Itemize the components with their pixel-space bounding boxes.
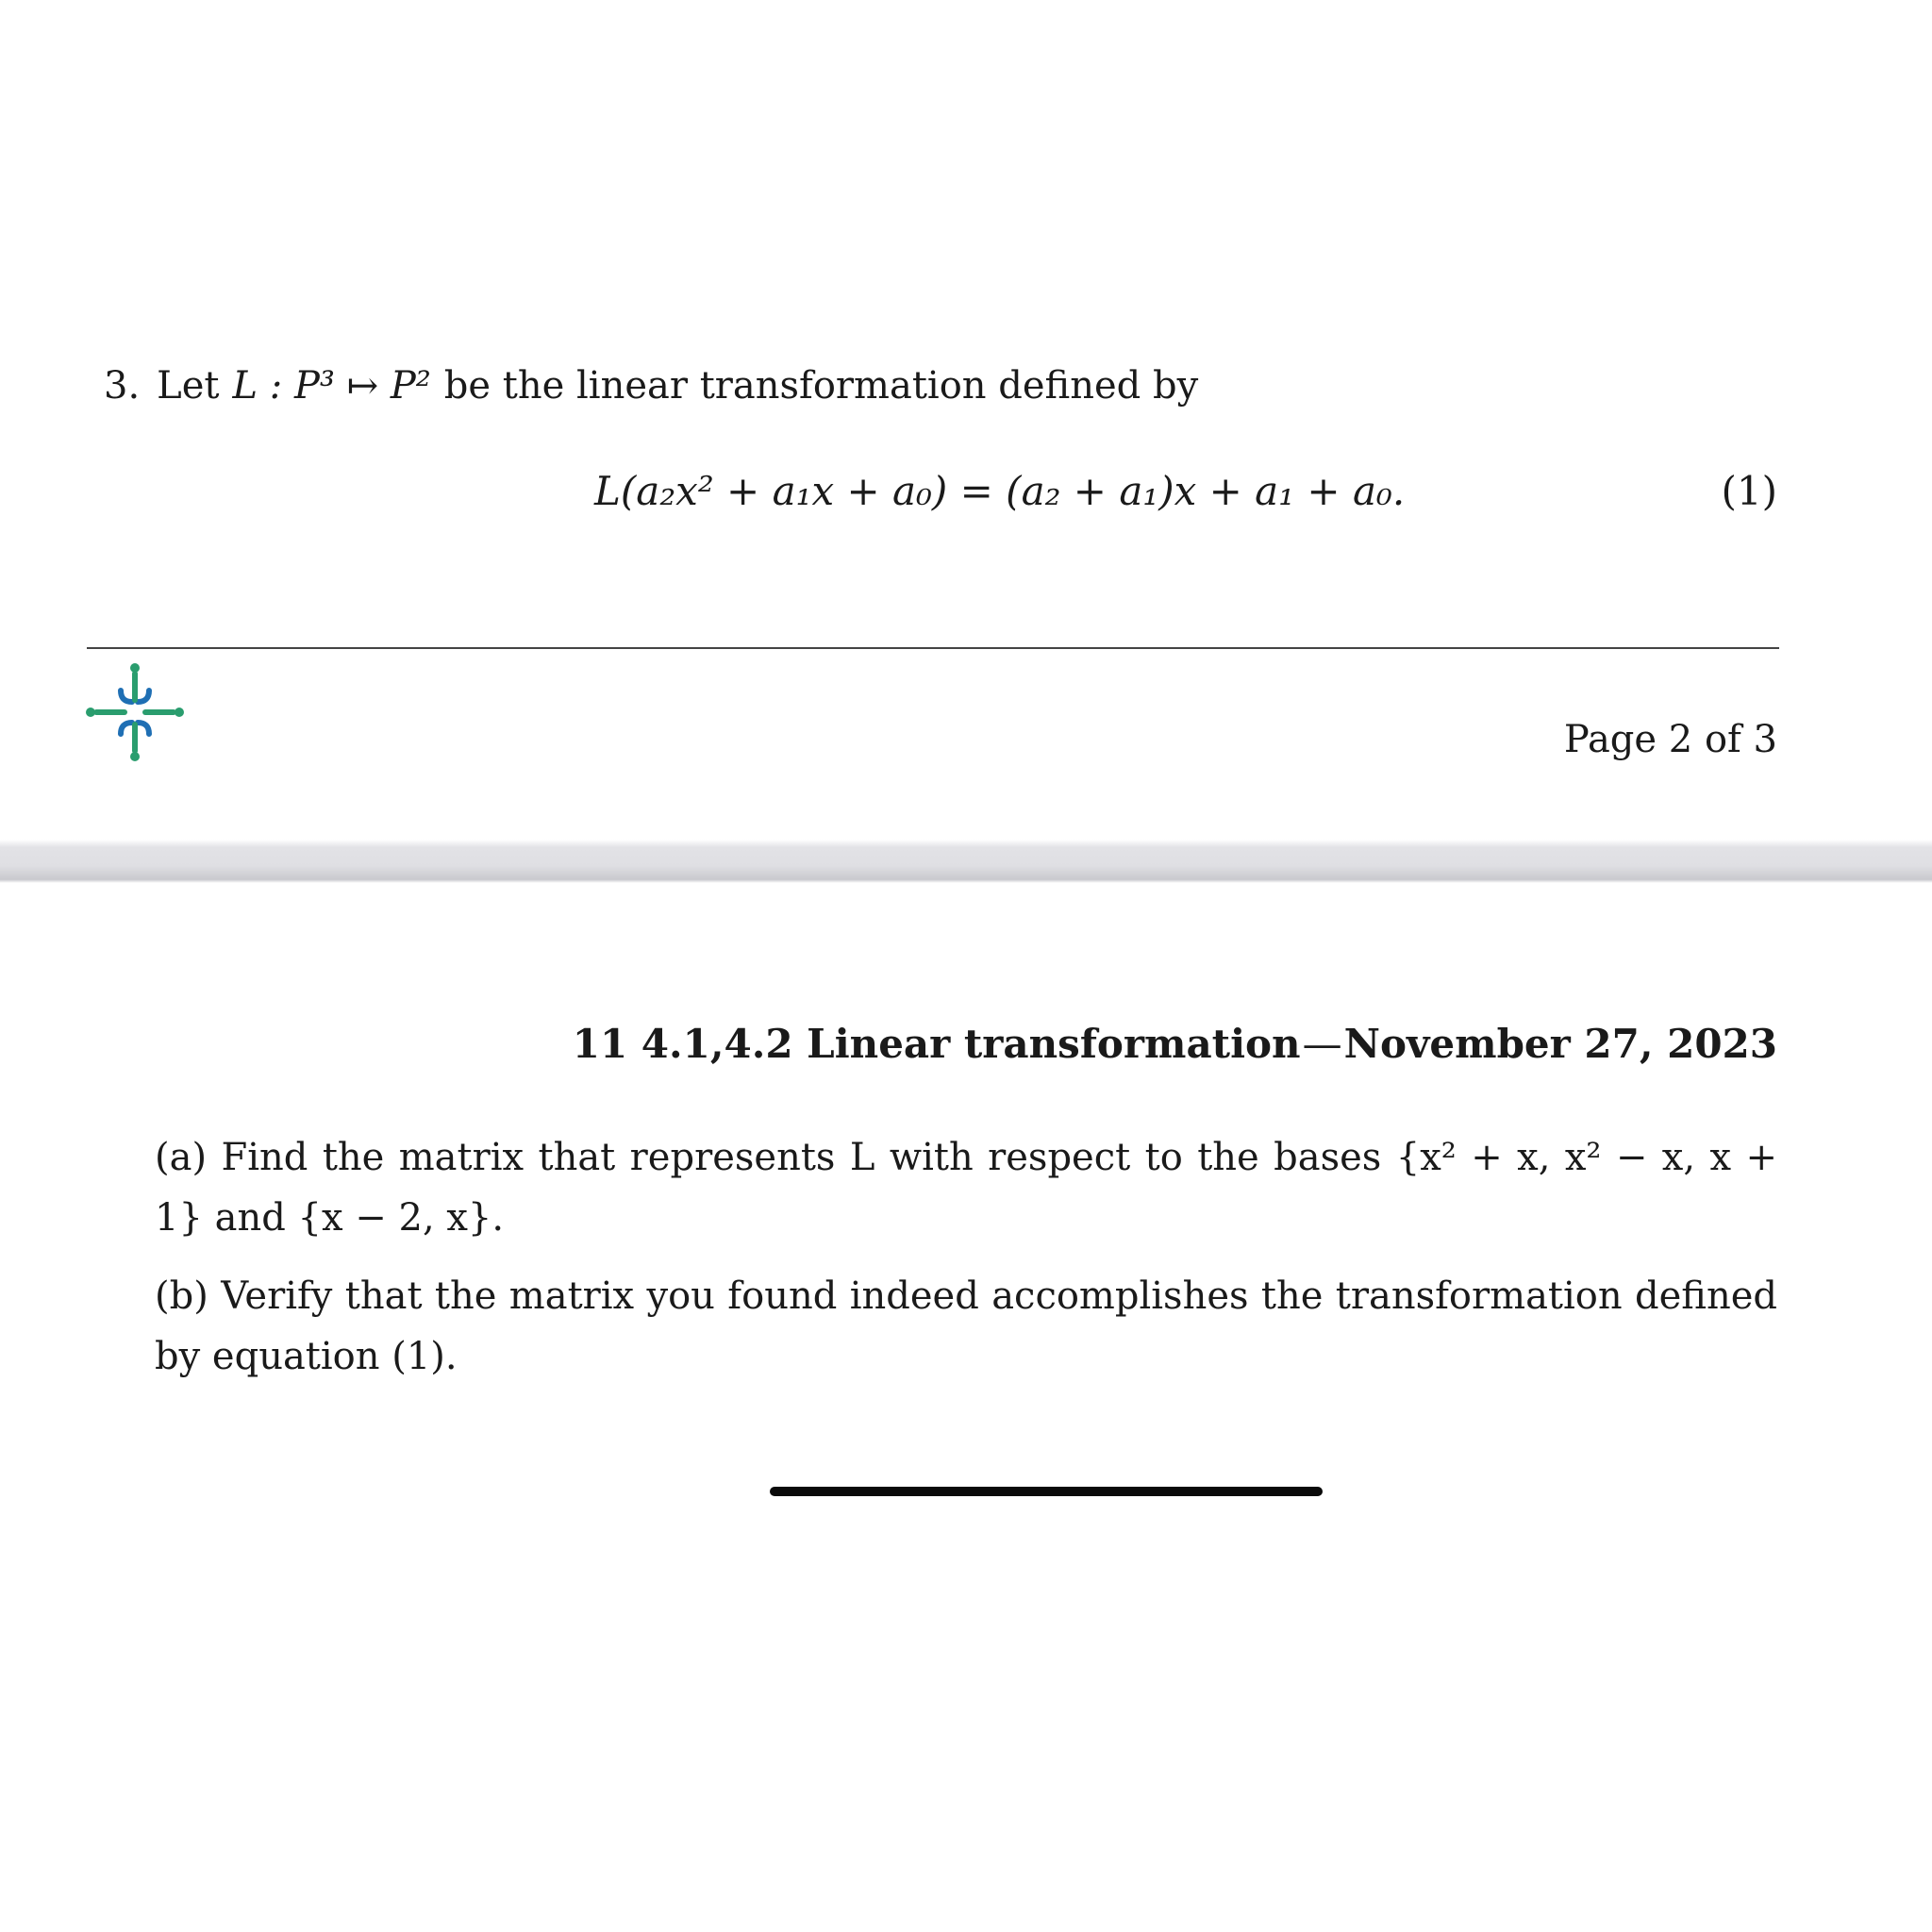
footer-rule (87, 647, 1779, 649)
page-number: Page 2 of 3 (1563, 718, 1777, 761)
part-a-text: (a) Find the matrix that represents L with respect to the bases {x² + x, x² − x, x + 1} and {x − 2, x}. (155, 1136, 1777, 1240)
header-course-topic: 11 4.1,4.2 Linear transformation (572, 1021, 1301, 1067)
equation-label: (1) (1721, 468, 1777, 514)
part-b-text: (b) Verify that the matrix you found indeed accomplishes the transformation defined by equation (1). (155, 1274, 1777, 1378)
page-header (573, 1019, 1777, 1070)
problem-intro-tail: be the linear transformation defined by (443, 364, 1199, 408)
problem-map: L : P³ ↦ P² (232, 364, 431, 408)
header-date: November 27, 2023 (1343, 1021, 1777, 1067)
university-logo-icon (83, 660, 187, 764)
equation-1: L(a₂x² + a₁x + a₀) = (a₂ + a₁)x + a₁ + a₀. (594, 468, 1406, 514)
home-indicator-bar[interactable] (770, 1487, 1323, 1496)
problem-number: 3. (104, 364, 141, 408)
problem-intro-lead: Let (157, 364, 220, 408)
page-separator (0, 840, 1932, 883)
problem-statement (104, 361, 1198, 410)
header-dash: — (1302, 1021, 1342, 1067)
